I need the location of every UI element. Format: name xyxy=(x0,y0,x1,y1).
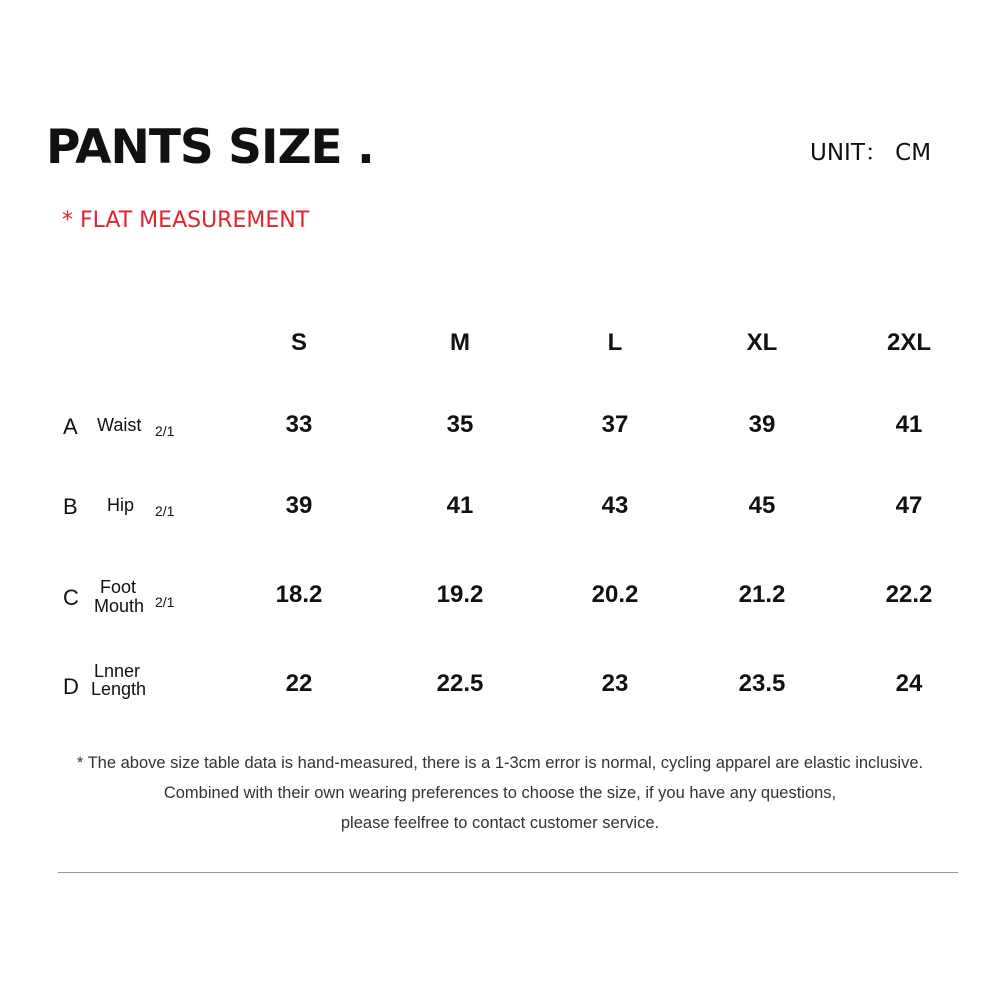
value-inner-length-s: 22 xyxy=(285,670,313,697)
value-hip-2xl: 47 xyxy=(895,492,923,519)
value-waist-xl: 39 xyxy=(748,411,776,438)
row-letter: B xyxy=(63,494,78,519)
value-foot-mouth-2xl: 22.2 xyxy=(885,581,933,608)
row-label-hip xyxy=(0,477,200,537)
disclaimer-line-2: Combined with their own wearing preferences to choose the size, if you have any questions, xyxy=(163,784,837,802)
measurement-name-line1: Foot xyxy=(100,577,137,597)
value-waist-l: 37 xyxy=(601,411,629,438)
value-inner-length-l: 23 xyxy=(601,670,629,697)
size-header-s: S xyxy=(290,329,307,356)
value-foot-mouth-m: 19.2 xyxy=(436,581,484,608)
value-foot-mouth-xl: 21.2 xyxy=(738,581,786,608)
value-inner-length-2xl: 24 xyxy=(895,670,923,697)
measurement-name-line2: Length xyxy=(91,679,147,699)
row-letter: A xyxy=(63,414,78,439)
measurement-ratio: 2/1 xyxy=(155,423,175,439)
bottom-divider xyxy=(58,872,958,873)
row-letter: D xyxy=(63,674,79,699)
unit-label: UNIT： CM xyxy=(810,140,932,166)
measurement-name-line2: Mouth xyxy=(94,596,145,616)
size-header-2xl: 2XL xyxy=(886,329,931,356)
value-waist-m: 35 xyxy=(446,411,474,438)
measurement-name: Waist xyxy=(97,415,142,435)
value-inner-length-m: 22.5 xyxy=(436,670,484,697)
value-hip-s: 39 xyxy=(285,492,313,519)
flat-measurement-note: * FLAT MEASUREMENT xyxy=(62,208,310,233)
row-letter: C xyxy=(63,585,79,610)
measurement-ratio: 2/1 xyxy=(155,503,175,519)
value-inner-length-xl: 23.5 xyxy=(738,670,786,697)
size-header-xl: XL xyxy=(746,329,778,356)
disclaimer-line-3: please feelfree to contact customer service. xyxy=(340,814,660,832)
value-foot-mouth-s: 18.2 xyxy=(275,581,323,608)
value-hip-l: 43 xyxy=(601,492,629,519)
value-hip-m: 41 xyxy=(446,492,474,519)
size-header-m: M xyxy=(450,329,470,356)
value-waist-2xl: 41 xyxy=(895,411,923,438)
value-waist-s: 33 xyxy=(285,411,313,438)
value-hip-xl: 45 xyxy=(748,492,776,519)
measurement-name: Hip xyxy=(107,495,135,515)
page-title: PANTS SIZE . xyxy=(46,120,374,175)
row-label-inner-length xyxy=(0,656,200,716)
measurement-name-line1: Lnner xyxy=(94,661,141,681)
measurement-ratio: 2/1 xyxy=(155,594,175,610)
row-label-waist xyxy=(0,397,200,457)
size-header-l: L xyxy=(607,329,623,356)
disclaimer-line-1: * The above size table data is hand-measured, there is a 1-3cm error is normal, cycling apparel are elastic inclusive. xyxy=(76,754,924,772)
row-label-foot-mouth xyxy=(0,568,200,628)
value-foot-mouth-l: 20.2 xyxy=(591,581,639,608)
